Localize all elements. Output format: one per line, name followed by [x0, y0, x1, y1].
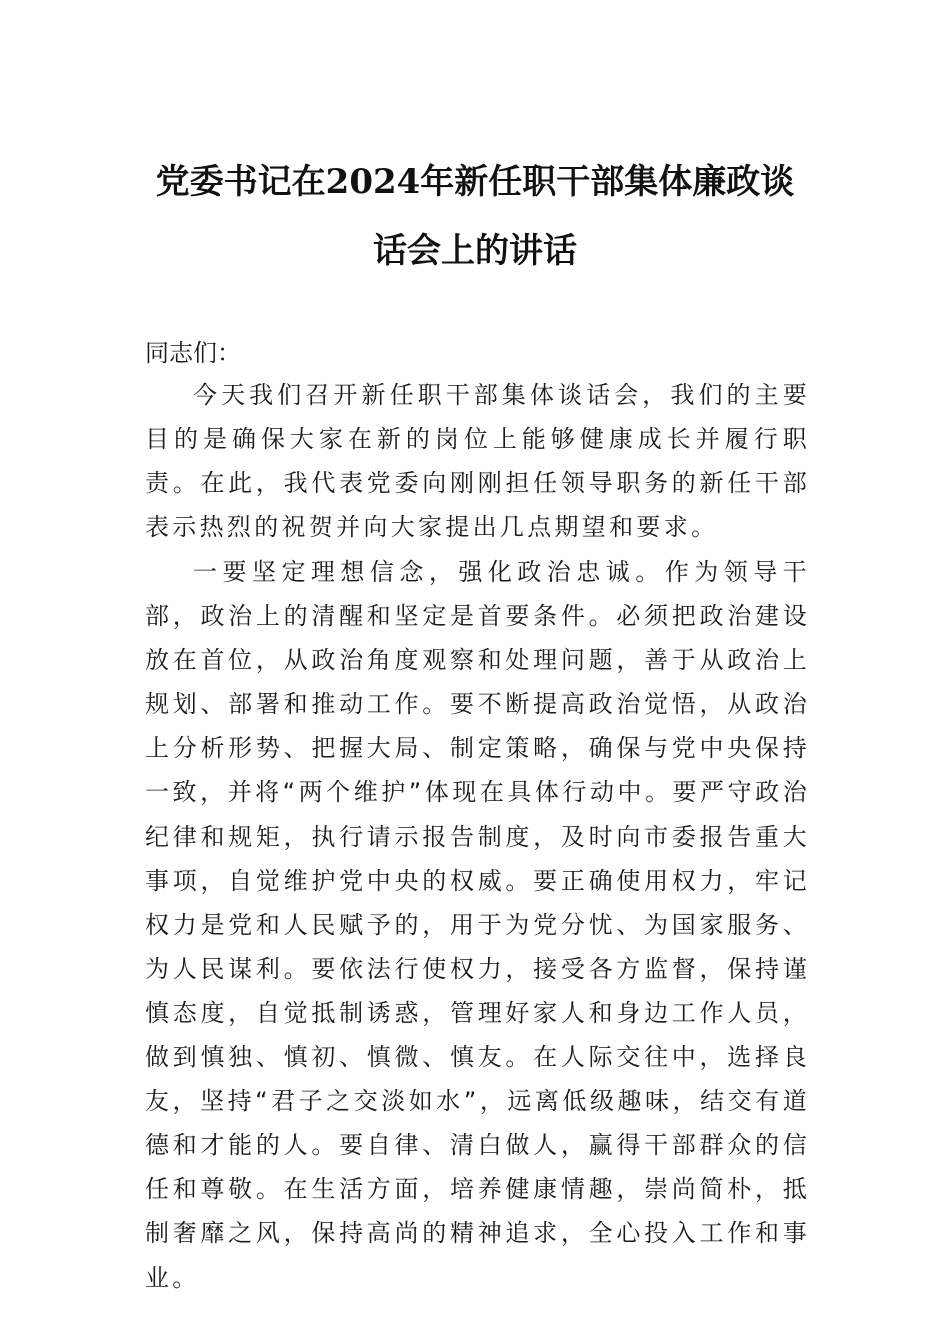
salutation: 同志们： [145, 339, 241, 367]
paragraph-intro: 今天我们召开新任职干部集体谈话会，我们的主要目的是确保大家在新的岗位上能够健康成长并履行职责。在此，我代表党委向刚刚担任领导职务的新任干部表示热烈的祝贺并向大家提出几点期望和要求。 [145, 381, 810, 542]
document-title-line-1: 党委书记在2024年新任职干部集体廉政谈 [155, 162, 795, 202]
document-title-line-2: 话会上的讲话 [373, 231, 577, 271]
paragraph-point-one: 一要坚定理想信念，强化政治忠诚。作为领导干部，政治上的清醒和坚定是首要条件。必须把政治建设放在首位，从政治角度观察和处理问题，善于从政治上规划、部署和推动工作。要不断提高政治觉悟，从政治上分析形势、把握大局、制定策略，确保与党中央保持一致，并将“两个维护”体现在具体行动中。要严守政治纪律和规矩，执行请示报告制度，及时向市委报告重大事项，自觉维护党中央的权威。要正确使用权力，牢记权力是党和人民赋予的，用于为党分忧、为国家服务、为人民谋利。要依法行使权力，接受各方监督，保持谨慎态度，自觉抵制诱惑，管理好家人和身边工作人员，做到慎独、慎初、慎微、慎友。在人际交往中，选择良友，坚持“君子之交淡如水”，远离低级趣味，结交有道德和才能的人。要自律、清白做人，赢得干部群众的信任和尊敬。在生活方面，培养健康情趣，崇尚简朴，抵制奢靡之风，保持高尚的精神追求，全心投入工作和事业。 [145, 558, 810, 1292]
